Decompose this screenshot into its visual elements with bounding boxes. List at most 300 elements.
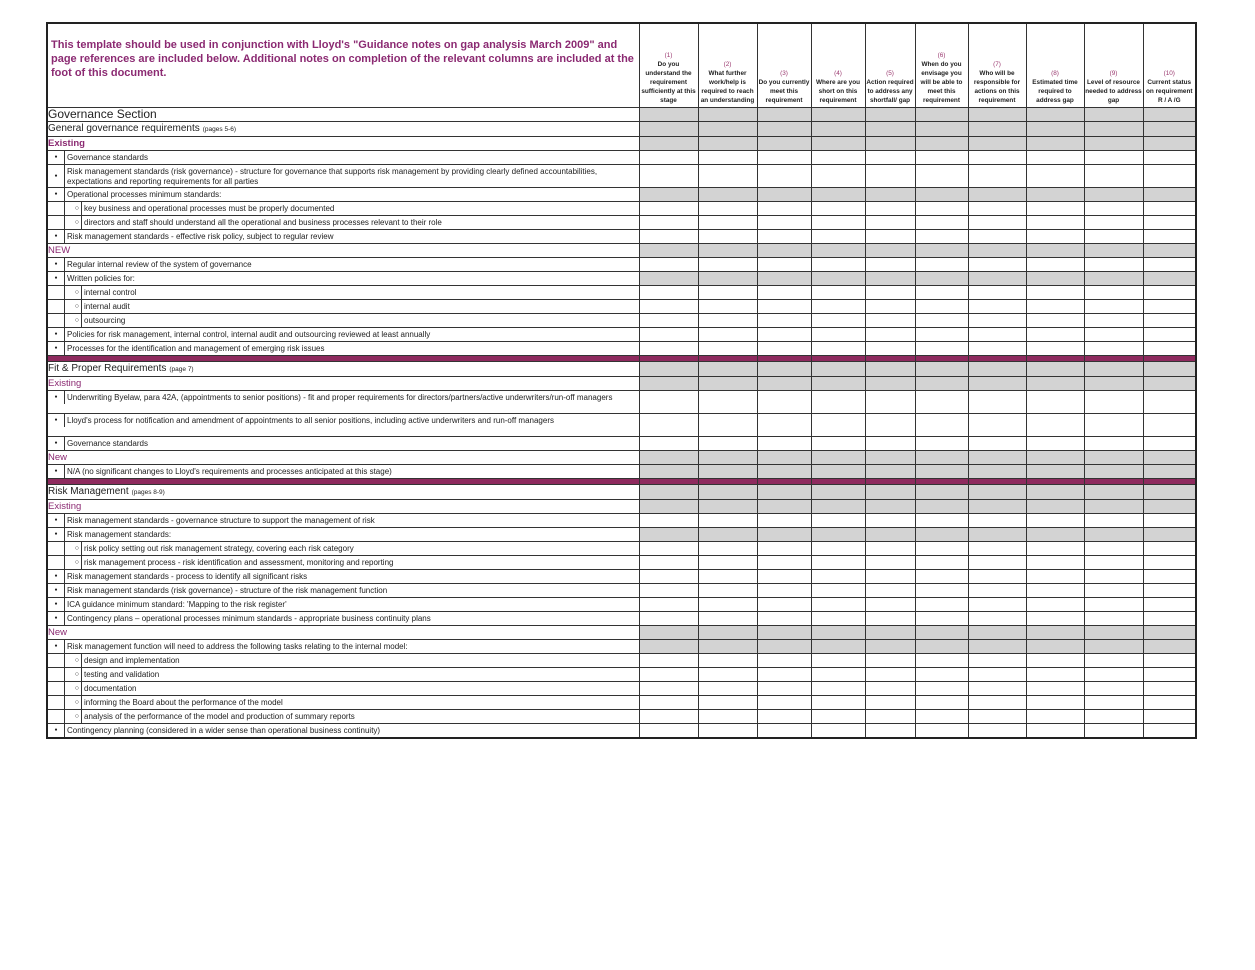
response-cell-col2[interactable] <box>698 437 757 451</box>
response-cell-col2[interactable] <box>698 710 757 724</box>
response-cell-col9[interactable] <box>1084 465 1143 479</box>
response-cell-col6[interactable] <box>915 391 968 414</box>
response-cell-col4[interactable] <box>811 202 865 216</box>
response-cell-col5[interactable] <box>865 165 915 188</box>
response-cell-col5[interactable] <box>865 682 915 696</box>
response-cell-col9[interactable] <box>1084 654 1143 668</box>
response-cell-col6[interactable] <box>915 108 968 122</box>
response-cell-col3[interactable] <box>757 612 811 626</box>
response-cell-col1[interactable] <box>639 216 698 230</box>
response-cell-col6[interactable] <box>915 216 968 230</box>
response-cell-col8[interactable] <box>1026 244 1084 258</box>
response-cell-col2[interactable] <box>698 216 757 230</box>
response-cell-col4[interactable] <box>811 437 865 451</box>
response-cell-col8[interactable] <box>1026 542 1084 556</box>
response-cell-col8[interactable] <box>1026 612 1084 626</box>
response-cell-col9[interactable] <box>1084 342 1143 356</box>
response-cell-col2[interactable] <box>698 465 757 479</box>
response-cell-col2[interactable] <box>698 272 757 286</box>
response-cell-col2[interactable] <box>698 188 757 202</box>
response-cell-col1[interactable] <box>639 570 698 584</box>
response-cell-col10[interactable] <box>1143 300 1196 314</box>
response-cell-col6[interactable] <box>915 414 968 437</box>
response-cell-col7[interactable] <box>968 244 1026 258</box>
response-cell-col5[interactable] <box>865 286 915 300</box>
response-cell-col3[interactable] <box>757 122 811 137</box>
response-cell-col6[interactable] <box>915 570 968 584</box>
response-cell-col9[interactable] <box>1084 230 1143 244</box>
response-cell-col5[interactable] <box>865 314 915 328</box>
response-cell-col8[interactable] <box>1026 151 1084 165</box>
response-cell-col10[interactable] <box>1143 696 1196 710</box>
response-cell-col5[interactable] <box>865 437 915 451</box>
response-cell-col3[interactable] <box>757 165 811 188</box>
response-cell-col5[interactable] <box>865 514 915 528</box>
response-cell-col2[interactable] <box>698 598 757 612</box>
response-cell-col2[interactable] <box>698 584 757 598</box>
response-cell-col1[interactable] <box>639 314 698 328</box>
response-cell-col6[interactable] <box>915 612 968 626</box>
response-cell-col7[interactable] <box>968 362 1026 377</box>
response-cell-col3[interactable] <box>757 151 811 165</box>
response-cell-col3[interactable] <box>757 654 811 668</box>
response-cell-col7[interactable] <box>968 258 1026 272</box>
response-cell-col7[interactable] <box>968 465 1026 479</box>
response-cell-col10[interactable] <box>1143 451 1196 465</box>
response-cell-col2[interactable] <box>698 314 757 328</box>
response-cell-col1[interactable] <box>639 165 698 188</box>
response-cell-col2[interactable] <box>698 165 757 188</box>
response-cell-col7[interactable] <box>968 188 1026 202</box>
response-cell-col8[interactable] <box>1026 485 1084 500</box>
response-cell-col7[interactable] <box>968 640 1026 654</box>
response-cell-col2[interactable] <box>698 328 757 342</box>
response-cell-col2[interactable] <box>698 258 757 272</box>
response-cell-col8[interactable] <box>1026 137 1084 151</box>
response-cell-col8[interactable] <box>1026 696 1084 710</box>
response-cell-col9[interactable] <box>1084 122 1143 137</box>
response-cell-col5[interactable] <box>865 485 915 500</box>
response-cell-col9[interactable] <box>1084 724 1143 739</box>
response-cell-col4[interactable] <box>811 584 865 598</box>
response-cell-col9[interactable] <box>1084 328 1143 342</box>
response-cell-col3[interactable] <box>757 485 811 500</box>
response-cell-col1[interactable] <box>639 258 698 272</box>
response-cell-col6[interactable] <box>915 230 968 244</box>
response-cell-col4[interactable] <box>811 542 865 556</box>
response-cell-col4[interactable] <box>811 556 865 570</box>
response-cell-col4[interactable] <box>811 485 865 500</box>
response-cell-col2[interactable] <box>698 724 757 739</box>
response-cell-col4[interactable] <box>811 570 865 584</box>
response-cell-col4[interactable] <box>811 108 865 122</box>
response-cell-col7[interactable] <box>968 570 1026 584</box>
response-cell-col8[interactable] <box>1026 122 1084 137</box>
response-cell-col4[interactable] <box>811 612 865 626</box>
response-cell-col9[interactable] <box>1084 151 1143 165</box>
response-cell-col1[interactable] <box>639 598 698 612</box>
response-cell-col2[interactable] <box>698 556 757 570</box>
response-cell-col5[interactable] <box>865 258 915 272</box>
response-cell-col10[interactable] <box>1143 377 1196 391</box>
response-cell-col9[interactable] <box>1084 710 1143 724</box>
response-cell-col7[interactable] <box>968 598 1026 612</box>
response-cell-col9[interactable] <box>1084 362 1143 377</box>
response-cell-col2[interactable] <box>698 640 757 654</box>
response-cell-col7[interactable] <box>968 724 1026 739</box>
response-cell-col2[interactable] <box>698 414 757 437</box>
response-cell-col4[interactable] <box>811 188 865 202</box>
response-cell-col7[interactable] <box>968 584 1026 598</box>
response-cell-col8[interactable] <box>1026 377 1084 391</box>
response-cell-col6[interactable] <box>915 528 968 542</box>
response-cell-col5[interactable] <box>865 542 915 556</box>
response-cell-col1[interactable] <box>639 682 698 696</box>
response-cell-col8[interactable] <box>1026 626 1084 640</box>
response-cell-col2[interactable] <box>698 230 757 244</box>
response-cell-col10[interactable] <box>1143 328 1196 342</box>
response-cell-col5[interactable] <box>865 202 915 216</box>
response-cell-col8[interactable] <box>1026 314 1084 328</box>
response-cell-col5[interactable] <box>865 216 915 230</box>
response-cell-col8[interactable] <box>1026 598 1084 612</box>
response-cell-col2[interactable] <box>698 342 757 356</box>
response-cell-col1[interactable] <box>639 542 698 556</box>
response-cell-col4[interactable] <box>811 514 865 528</box>
response-cell-col7[interactable] <box>968 342 1026 356</box>
response-cell-col1[interactable] <box>639 244 698 258</box>
response-cell-col5[interactable] <box>865 272 915 286</box>
response-cell-col4[interactable] <box>811 286 865 300</box>
response-cell-col8[interactable] <box>1026 654 1084 668</box>
response-cell-col10[interactable] <box>1143 485 1196 500</box>
response-cell-col2[interactable] <box>698 286 757 300</box>
response-cell-col4[interactable] <box>811 696 865 710</box>
response-cell-col4[interactable] <box>811 710 865 724</box>
response-cell-col4[interactable] <box>811 640 865 654</box>
response-cell-col9[interactable] <box>1084 528 1143 542</box>
response-cell-col4[interactable] <box>811 314 865 328</box>
response-cell-col7[interactable] <box>968 230 1026 244</box>
response-cell-col4[interactable] <box>811 682 865 696</box>
response-cell-col7[interactable] <box>968 314 1026 328</box>
response-cell-col3[interactable] <box>757 391 811 414</box>
response-cell-col10[interactable] <box>1143 391 1196 414</box>
response-cell-col10[interactable] <box>1143 342 1196 356</box>
response-cell-col6[interactable] <box>915 122 968 137</box>
response-cell-col4[interactable] <box>811 414 865 437</box>
response-cell-col10[interactable] <box>1143 640 1196 654</box>
response-cell-col5[interactable] <box>865 391 915 414</box>
response-cell-col3[interactable] <box>757 244 811 258</box>
response-cell-col3[interactable] <box>757 300 811 314</box>
response-cell-col10[interactable] <box>1143 165 1196 188</box>
response-cell-col8[interactable] <box>1026 230 1084 244</box>
response-cell-col1[interactable] <box>639 414 698 437</box>
response-cell-col5[interactable] <box>865 724 915 739</box>
response-cell-col4[interactable] <box>811 342 865 356</box>
response-cell-col4[interactable] <box>811 328 865 342</box>
response-cell-col7[interactable] <box>968 377 1026 391</box>
response-cell-col7[interactable] <box>968 668 1026 682</box>
response-cell-col9[interactable] <box>1084 300 1143 314</box>
response-cell-col5[interactable] <box>865 668 915 682</box>
response-cell-col10[interactable] <box>1143 362 1196 377</box>
response-cell-col9[interactable] <box>1084 188 1143 202</box>
response-cell-col6[interactable] <box>915 137 968 151</box>
response-cell-col8[interactable] <box>1026 451 1084 465</box>
response-cell-col3[interactable] <box>757 514 811 528</box>
response-cell-col5[interactable] <box>865 465 915 479</box>
response-cell-col3[interactable] <box>757 696 811 710</box>
response-cell-col4[interactable] <box>811 258 865 272</box>
response-cell-col1[interactable] <box>639 272 698 286</box>
response-cell-col7[interactable] <box>968 391 1026 414</box>
response-cell-col5[interactable] <box>865 151 915 165</box>
response-cell-col3[interactable] <box>757 598 811 612</box>
response-cell-col10[interactable] <box>1143 528 1196 542</box>
response-cell-col2[interactable] <box>698 500 757 514</box>
response-cell-col8[interactable] <box>1026 328 1084 342</box>
response-cell-col10[interactable] <box>1143 272 1196 286</box>
response-cell-col7[interactable] <box>968 151 1026 165</box>
response-cell-col6[interactable] <box>915 485 968 500</box>
response-cell-col2[interactable] <box>698 151 757 165</box>
response-cell-col8[interactable] <box>1026 640 1084 654</box>
response-cell-col2[interactable] <box>698 300 757 314</box>
response-cell-col3[interactable] <box>757 342 811 356</box>
response-cell-col7[interactable] <box>968 626 1026 640</box>
response-cell-col8[interactable] <box>1026 556 1084 570</box>
response-cell-col6[interactable] <box>915 465 968 479</box>
response-cell-col5[interactable] <box>865 710 915 724</box>
response-cell-col6[interactable] <box>915 286 968 300</box>
response-cell-col10[interactable] <box>1143 202 1196 216</box>
response-cell-col3[interactable] <box>757 640 811 654</box>
response-cell-col2[interactable] <box>698 682 757 696</box>
response-cell-col7[interactable] <box>968 654 1026 668</box>
response-cell-col6[interactable] <box>915 682 968 696</box>
response-cell-col6[interactable] <box>915 300 968 314</box>
response-cell-col7[interactable] <box>968 500 1026 514</box>
response-cell-col6[interactable] <box>915 584 968 598</box>
response-cell-col5[interactable] <box>865 626 915 640</box>
response-cell-col2[interactable] <box>698 570 757 584</box>
response-cell-col3[interactable] <box>757 230 811 244</box>
response-cell-col7[interactable] <box>968 122 1026 137</box>
response-cell-col1[interactable] <box>639 137 698 151</box>
response-cell-col8[interactable] <box>1026 188 1084 202</box>
response-cell-col6[interactable] <box>915 151 968 165</box>
response-cell-col3[interactable] <box>757 362 811 377</box>
response-cell-col1[interactable] <box>639 724 698 739</box>
response-cell-col8[interactable] <box>1026 437 1084 451</box>
response-cell-col9[interactable] <box>1084 598 1143 612</box>
response-cell-col9[interactable] <box>1084 668 1143 682</box>
response-cell-col8[interactable] <box>1026 414 1084 437</box>
response-cell-col9[interactable] <box>1084 696 1143 710</box>
response-cell-col1[interactable] <box>639 437 698 451</box>
response-cell-col10[interactable] <box>1143 188 1196 202</box>
response-cell-col8[interactable] <box>1026 272 1084 286</box>
response-cell-col8[interactable] <box>1026 258 1084 272</box>
response-cell-col1[interactable] <box>639 451 698 465</box>
response-cell-col5[interactable] <box>865 362 915 377</box>
response-cell-col10[interactable] <box>1143 598 1196 612</box>
response-cell-col3[interactable] <box>757 286 811 300</box>
response-cell-col3[interactable] <box>757 724 811 739</box>
response-cell-col2[interactable] <box>698 654 757 668</box>
response-cell-col2[interactable] <box>698 391 757 414</box>
response-cell-col6[interactable] <box>915 272 968 286</box>
response-cell-col8[interactable] <box>1026 514 1084 528</box>
response-cell-col8[interactable] <box>1026 500 1084 514</box>
response-cell-col5[interactable] <box>865 612 915 626</box>
response-cell-col3[interactable] <box>757 314 811 328</box>
response-cell-col9[interactable] <box>1084 500 1143 514</box>
response-cell-col9[interactable] <box>1084 682 1143 696</box>
response-cell-col1[interactable] <box>639 108 698 122</box>
response-cell-col10[interactable] <box>1143 682 1196 696</box>
response-cell-col4[interactable] <box>811 451 865 465</box>
response-cell-col6[interactable] <box>915 188 968 202</box>
response-cell-col8[interactable] <box>1026 710 1084 724</box>
response-cell-col1[interactable] <box>639 342 698 356</box>
response-cell-col8[interactable] <box>1026 300 1084 314</box>
response-cell-col1[interactable] <box>639 640 698 654</box>
response-cell-col4[interactable] <box>811 668 865 682</box>
response-cell-col6[interactable] <box>915 362 968 377</box>
response-cell-col3[interactable] <box>757 451 811 465</box>
response-cell-col4[interactable] <box>811 151 865 165</box>
response-cell-col9[interactable] <box>1084 542 1143 556</box>
response-cell-col2[interactable] <box>698 451 757 465</box>
response-cell-col1[interactable] <box>639 514 698 528</box>
response-cell-col3[interactable] <box>757 500 811 514</box>
response-cell-col4[interactable] <box>811 528 865 542</box>
response-cell-col10[interactable] <box>1143 626 1196 640</box>
response-cell-col3[interactable] <box>757 437 811 451</box>
response-cell-col6[interactable] <box>915 640 968 654</box>
response-cell-col7[interactable] <box>968 216 1026 230</box>
response-cell-col2[interactable] <box>698 108 757 122</box>
response-cell-col10[interactable] <box>1143 584 1196 598</box>
response-cell-col3[interactable] <box>757 414 811 437</box>
response-cell-col6[interactable] <box>915 342 968 356</box>
response-cell-col1[interactable] <box>639 230 698 244</box>
response-cell-col9[interactable] <box>1084 244 1143 258</box>
response-cell-col4[interactable] <box>811 626 865 640</box>
response-cell-col8[interactable] <box>1026 202 1084 216</box>
response-cell-col3[interactable] <box>757 682 811 696</box>
response-cell-col7[interactable] <box>968 137 1026 151</box>
response-cell-col10[interactable] <box>1143 710 1196 724</box>
response-cell-col5[interactable] <box>865 500 915 514</box>
response-cell-col7[interactable] <box>968 202 1026 216</box>
response-cell-col1[interactable] <box>639 328 698 342</box>
response-cell-col10[interactable] <box>1143 216 1196 230</box>
response-cell-col4[interactable] <box>811 654 865 668</box>
response-cell-col9[interactable] <box>1084 202 1143 216</box>
response-cell-col8[interactable] <box>1026 362 1084 377</box>
response-cell-col10[interactable] <box>1143 612 1196 626</box>
response-cell-col7[interactable] <box>968 286 1026 300</box>
response-cell-col5[interactable] <box>865 377 915 391</box>
response-cell-col10[interactable] <box>1143 151 1196 165</box>
response-cell-col2[interactable] <box>698 377 757 391</box>
response-cell-col8[interactable] <box>1026 165 1084 188</box>
response-cell-col1[interactable] <box>639 202 698 216</box>
response-cell-col5[interactable] <box>865 137 915 151</box>
response-cell-col9[interactable] <box>1084 640 1143 654</box>
response-cell-col8[interactable] <box>1026 391 1084 414</box>
response-cell-col7[interactable] <box>968 682 1026 696</box>
response-cell-col6[interactable] <box>915 668 968 682</box>
response-cell-col9[interactable] <box>1084 286 1143 300</box>
response-cell-col3[interactable] <box>757 377 811 391</box>
response-cell-col2[interactable] <box>698 485 757 500</box>
response-cell-col4[interactable] <box>811 216 865 230</box>
response-cell-col7[interactable] <box>968 612 1026 626</box>
response-cell-col10[interactable] <box>1143 137 1196 151</box>
response-cell-col6[interactable] <box>915 514 968 528</box>
response-cell-col9[interactable] <box>1084 556 1143 570</box>
response-cell-col7[interactable] <box>968 272 1026 286</box>
response-cell-col1[interactable] <box>639 377 698 391</box>
response-cell-col10[interactable] <box>1143 437 1196 451</box>
response-cell-col9[interactable] <box>1084 391 1143 414</box>
response-cell-col1[interactable] <box>639 391 698 414</box>
response-cell-col4[interactable] <box>811 272 865 286</box>
response-cell-col5[interactable] <box>865 244 915 258</box>
response-cell-col7[interactable] <box>968 556 1026 570</box>
response-cell-col1[interactable] <box>639 286 698 300</box>
response-cell-col2[interactable] <box>698 668 757 682</box>
response-cell-col7[interactable] <box>968 696 1026 710</box>
response-cell-col2[interactable] <box>698 542 757 556</box>
response-cell-col3[interactable] <box>757 258 811 272</box>
response-cell-col3[interactable] <box>757 626 811 640</box>
response-cell-col6[interactable] <box>915 258 968 272</box>
response-cell-col6[interactable] <box>915 328 968 342</box>
response-cell-col3[interactable] <box>757 528 811 542</box>
response-cell-col7[interactable] <box>968 485 1026 500</box>
response-cell-col8[interactable] <box>1026 682 1084 696</box>
response-cell-col10[interactable] <box>1143 108 1196 122</box>
response-cell-col9[interactable] <box>1084 377 1143 391</box>
response-cell-col2[interactable] <box>698 362 757 377</box>
response-cell-col2[interactable] <box>698 244 757 258</box>
response-cell-col9[interactable] <box>1084 108 1143 122</box>
response-cell-col3[interactable] <box>757 202 811 216</box>
response-cell-col3[interactable] <box>757 584 811 598</box>
response-cell-col7[interactable] <box>968 514 1026 528</box>
response-cell-col4[interactable] <box>811 500 865 514</box>
response-cell-col6[interactable] <box>915 724 968 739</box>
response-cell-col8[interactable] <box>1026 668 1084 682</box>
response-cell-col1[interactable] <box>639 528 698 542</box>
response-cell-col1[interactable] <box>639 584 698 598</box>
response-cell-col9[interactable] <box>1084 584 1143 598</box>
response-cell-col7[interactable] <box>968 108 1026 122</box>
response-cell-col8[interactable] <box>1026 584 1084 598</box>
response-cell-col7[interactable] <box>968 528 1026 542</box>
response-cell-col6[interactable] <box>915 202 968 216</box>
response-cell-col1[interactable] <box>639 188 698 202</box>
response-cell-col8[interactable] <box>1026 570 1084 584</box>
response-cell-col5[interactable] <box>865 528 915 542</box>
response-cell-col9[interactable] <box>1084 165 1143 188</box>
